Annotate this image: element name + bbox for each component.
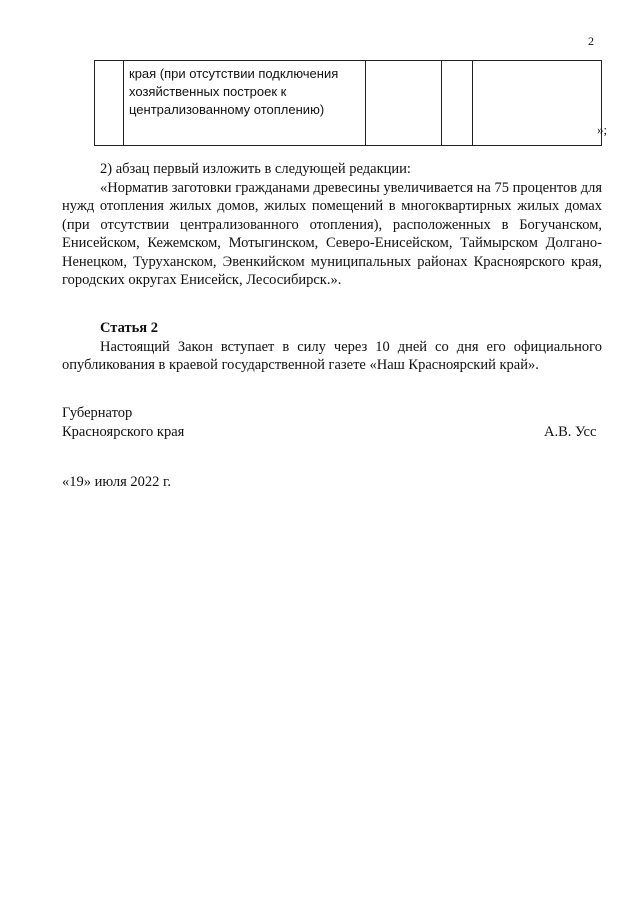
position-line: Губернатор [62,405,133,421]
position-line: Красноярского края [62,424,185,440]
article-heading: Статья 2 [100,320,158,336]
page-number: 2 [588,34,594,48]
table-cell-empty [442,61,473,146]
table-row [95,61,602,146]
table-cell-description [124,61,366,146]
table-closing-quote: »; [597,122,608,137]
amendment-body: «Норматив заготовки гражданами древесины увеличивается на 75 процентов для нужд отопления жилых домов, жилых помещений в многоквартирных жилых домах (при отсутствии централизованного отопления), расположенных в Богучанском, Енисейском, Кежемском, Мотыгинском, Северо-Енисейском, Таймырском Долгано-Ненецком, Туруханском, Эвенкийском муниципальных районах Красноярского края, городских округах Енисейск, Лесосибирск.». [62,179,602,288]
cell-line: хозяйственных построек к [129,84,287,99]
signatory-name: А.В. Усс [544,424,597,440]
table-cell-empty [366,61,442,146]
signatory-position [62,404,184,442]
table-cell-empty [473,61,602,146]
table-fragment [94,60,602,146]
article-section [62,319,602,375]
amendment-section [62,160,602,290]
article-body: Настоящий Закон вступает в силу через 10 дней со дня его официального опубликования в краевой государственной газете «Наш Красноярский край». [62,338,602,373]
cell-line: края (при отсутствии подключения [129,66,339,81]
cell-line: централизованному отоплению) [129,102,325,117]
table-cell-number [95,61,124,146]
document-date: «19» июля 2022 г. [62,474,171,490]
amendment-intro: 2) абзац первый изложить в следующей редакции: [100,161,411,177]
